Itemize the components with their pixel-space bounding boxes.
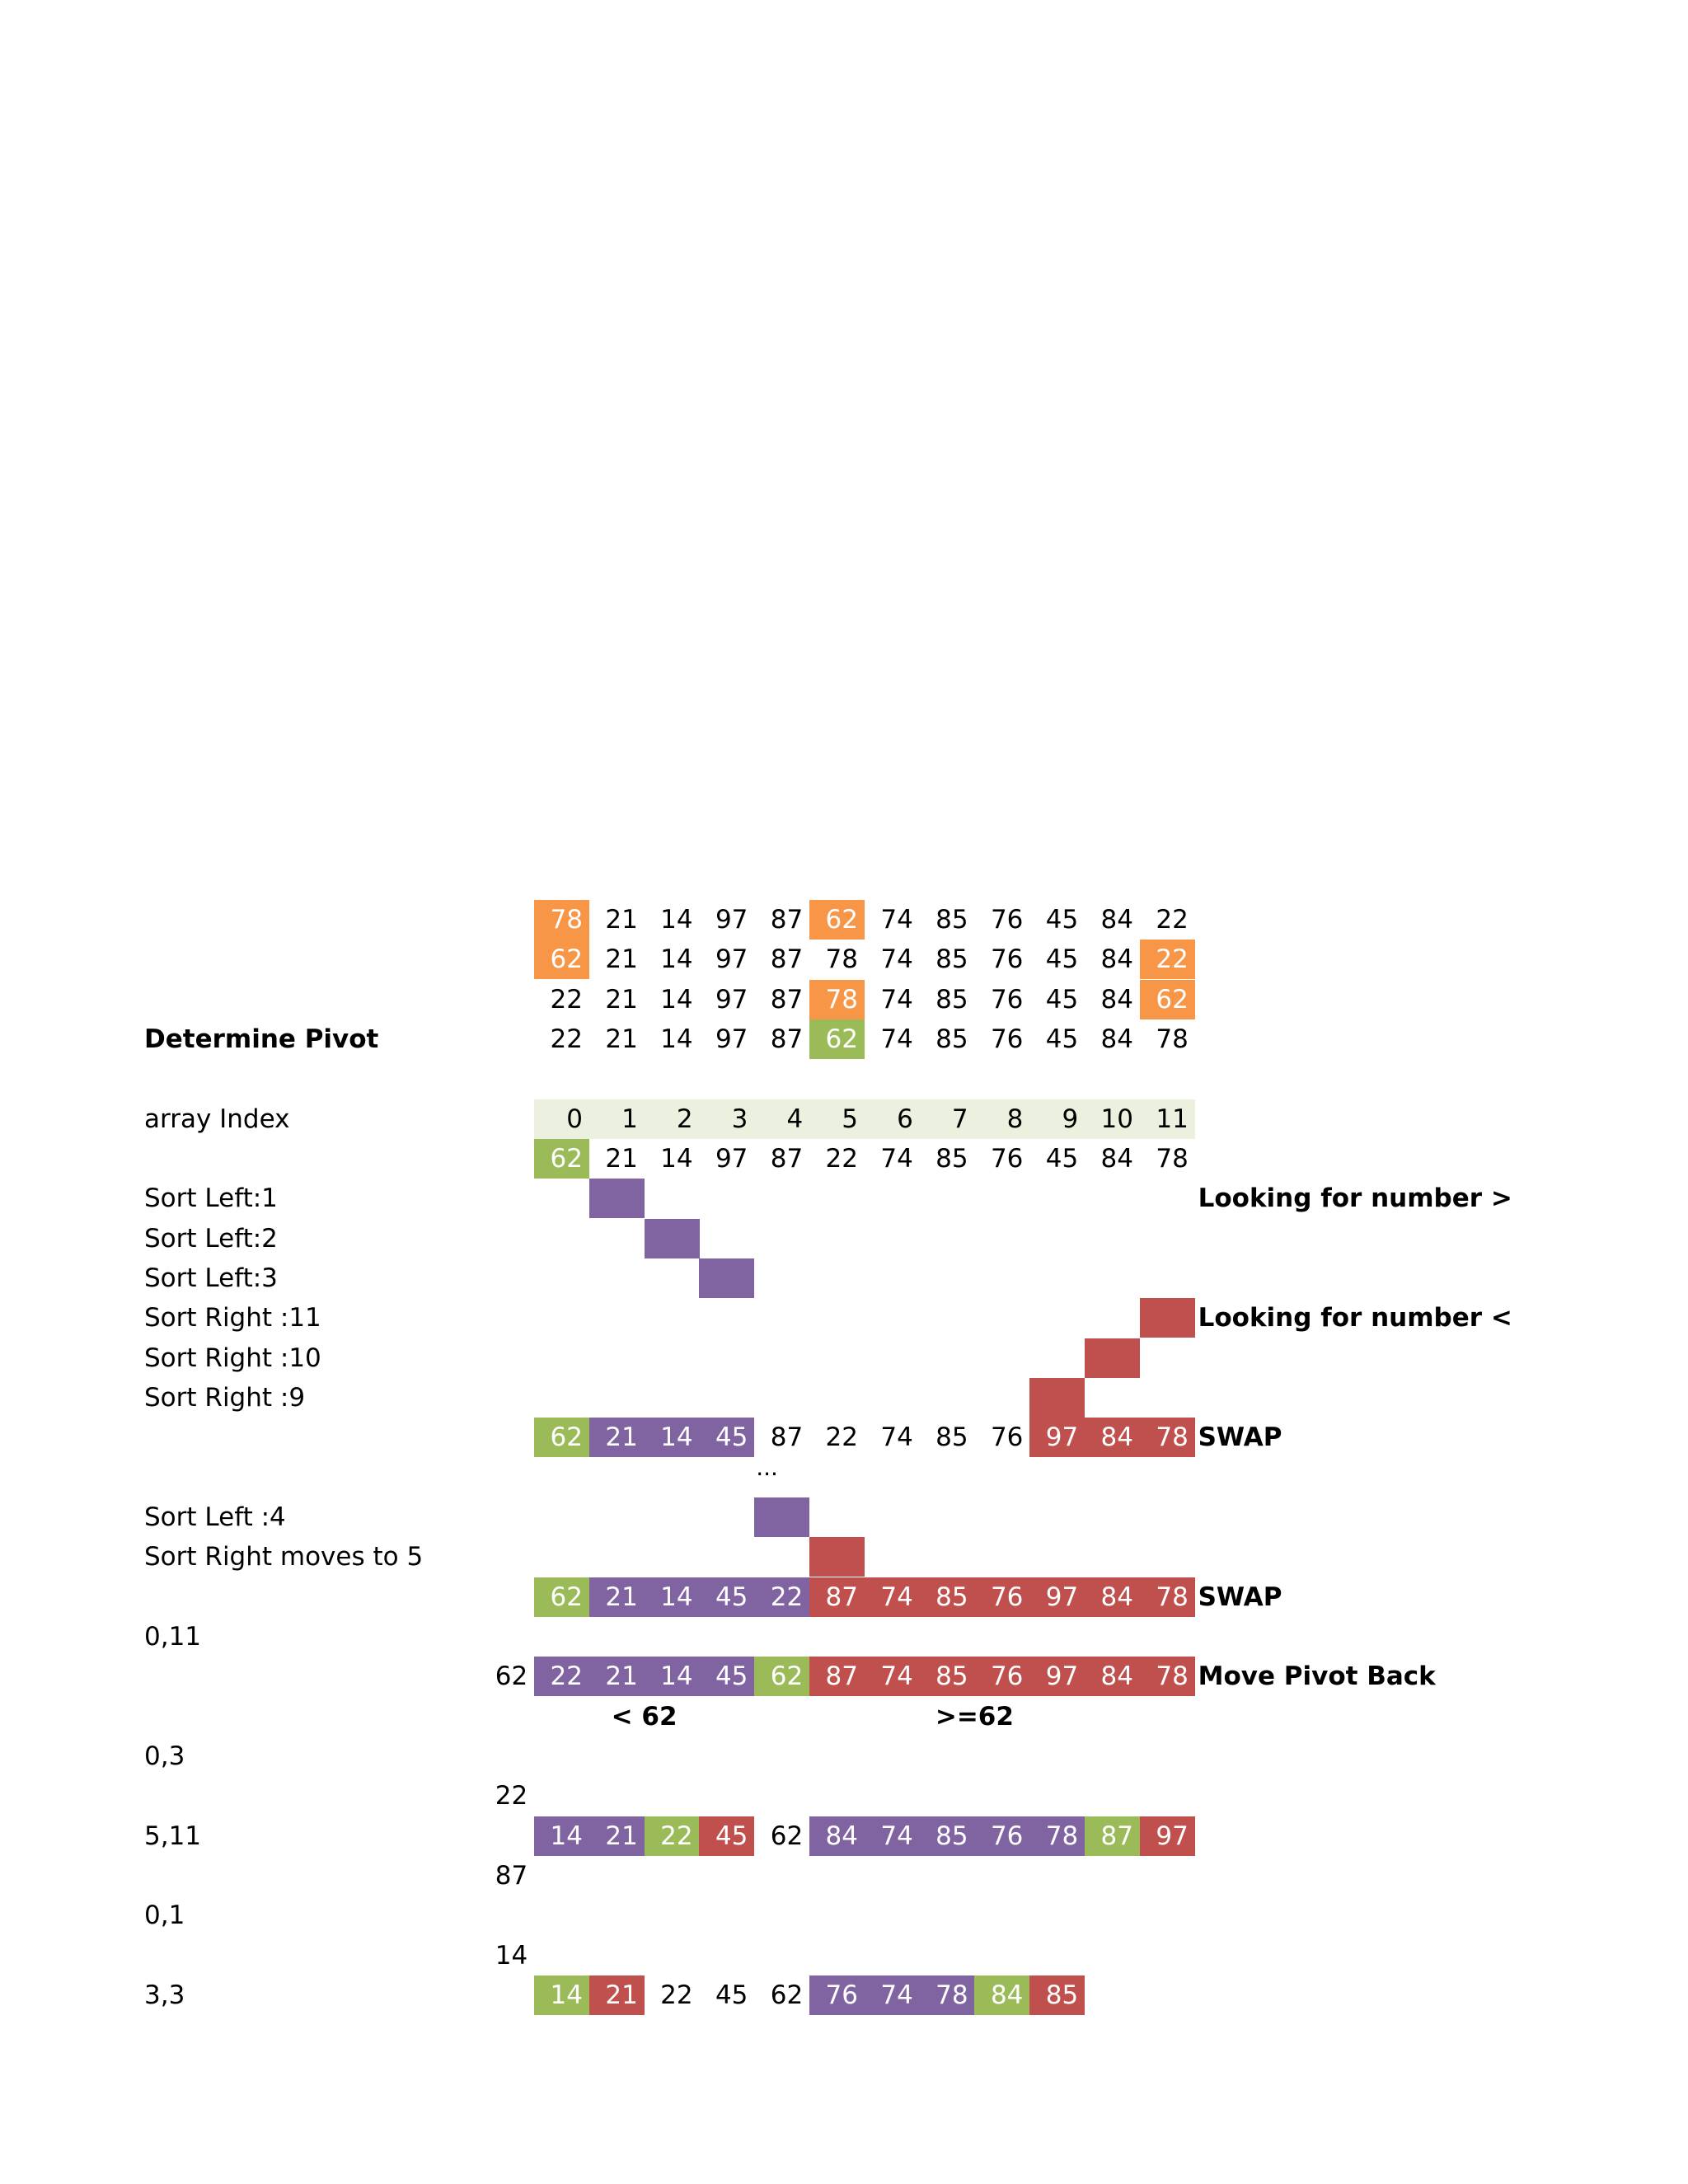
array-cell-red: 21 bbox=[589, 1975, 645, 2015]
array-cell-red bbox=[809, 1537, 865, 1577]
array-cell: 74 bbox=[880, 1422, 913, 1453]
array-cell: 74 bbox=[880, 1024, 913, 1054]
array-cell: 87 bbox=[770, 1143, 804, 1174]
array-cell-red: 97 bbox=[1029, 1577, 1085, 1617]
array-cell: 76 bbox=[990, 905, 1024, 935]
array-cell: 62 bbox=[770, 1980, 804, 2010]
array-cell-orange: 62 bbox=[809, 900, 865, 940]
array-cell: 14 bbox=[660, 1143, 693, 1174]
row-label: 0,3 bbox=[144, 1741, 185, 1771]
array-cell: 84 bbox=[1100, 1143, 1133, 1174]
array-cell-red: 84 bbox=[1085, 1657, 1140, 1696]
array-cell-index_bg: 6 bbox=[865, 1099, 920, 1139]
array-cell: 78 bbox=[1156, 1143, 1189, 1174]
array-cell: 87 bbox=[770, 984, 804, 1015]
array-cell: 84 bbox=[1100, 984, 1133, 1015]
array-cell: 74 bbox=[880, 905, 913, 935]
row-label: 3,3 bbox=[144, 1980, 185, 2010]
ellipsis: ... bbox=[756, 1453, 778, 1481]
array-cell: 45 bbox=[715, 1980, 748, 2010]
array-cell-purple: 21 bbox=[589, 1577, 645, 1617]
array-cell-green: 84 bbox=[974, 1975, 1029, 2015]
array-cell-red bbox=[1140, 1298, 1195, 1338]
array-cell: 85 bbox=[935, 944, 968, 975]
array-cell-purple: 45 bbox=[699, 1577, 754, 1617]
array-cell-orange: 22 bbox=[1140, 940, 1195, 979]
array-cell: 22 bbox=[825, 1143, 858, 1174]
array-cell-purple: 84 bbox=[809, 1816, 865, 1856]
array-cell: 22 bbox=[1156, 905, 1189, 935]
array-cell-purple: 22 bbox=[754, 1577, 809, 1617]
row-note: SWAP bbox=[1198, 1422, 1282, 1453]
array-cell: 76 bbox=[990, 984, 1024, 1015]
array-cell-green: 62 bbox=[534, 1418, 589, 1457]
partition-label: >=62 bbox=[935, 1701, 1014, 1732]
array-cell: 97 bbox=[715, 905, 748, 935]
array-cell-orange: 78 bbox=[534, 900, 589, 940]
array-cell: 76 bbox=[990, 1422, 1024, 1453]
array-cell-green: 62 bbox=[809, 1019, 865, 1059]
array-cell: 84 bbox=[1100, 1024, 1133, 1054]
array-cell: 97 bbox=[715, 944, 748, 975]
row-label: array Index bbox=[144, 1104, 290, 1134]
array-cell: 78 bbox=[1156, 1024, 1189, 1054]
array-cell-purple: 76 bbox=[974, 1816, 1029, 1856]
array-cell: 74 bbox=[880, 944, 913, 975]
array-cell-index_bg: 11 bbox=[1140, 1099, 1195, 1139]
array-cell-index_bg: 5 bbox=[809, 1099, 865, 1139]
array-cell-purple: 85 bbox=[920, 1816, 975, 1856]
array-cell: 85 bbox=[935, 1422, 968, 1453]
array-cell: 14 bbox=[660, 984, 693, 1015]
row-note: Move Pivot Back bbox=[1198, 1661, 1436, 1692]
array-cell-purple bbox=[754, 1497, 809, 1537]
array-cell-purple: 78 bbox=[920, 1975, 975, 2015]
array-cell-green: 87 bbox=[1085, 1816, 1140, 1856]
row-label: Sort Left:1 bbox=[144, 1183, 278, 1214]
array-cell-index_bg: 9 bbox=[1029, 1099, 1085, 1139]
array-cell: 14 bbox=[660, 1024, 693, 1054]
array-cell-red: 97 bbox=[1140, 1816, 1195, 1856]
array-cell: 45 bbox=[1045, 905, 1079, 935]
array-cell: 14 bbox=[495, 1940, 528, 1971]
array-cell-purple: 21 bbox=[589, 1657, 645, 1696]
array-cell-green: 22 bbox=[645, 1816, 700, 1856]
row-label: Sort Left:2 bbox=[144, 1223, 278, 1254]
array-cell: 76 bbox=[990, 1024, 1024, 1054]
array-cell-index_bg: 8 bbox=[974, 1099, 1029, 1139]
array-cell-index_bg: 1 bbox=[589, 1099, 645, 1139]
array-cell: 74 bbox=[880, 1143, 913, 1174]
array-cell: 85 bbox=[935, 905, 968, 935]
array-cell-purple: 14 bbox=[534, 1816, 589, 1856]
array-cell-index_bg: 4 bbox=[754, 1099, 809, 1139]
row-label: 5,11 bbox=[144, 1821, 202, 1851]
array-cell: 22 bbox=[550, 984, 583, 1015]
array-cell-purple: 22 bbox=[534, 1657, 589, 1696]
array-cell-red: 45 bbox=[699, 1816, 754, 1856]
array-cell-purple: 14 bbox=[645, 1577, 700, 1617]
array-cell: 87 bbox=[770, 905, 804, 935]
array-cell-red: 85 bbox=[920, 1657, 975, 1696]
array-cell-purple: 14 bbox=[645, 1418, 700, 1457]
array-cell-purple: 45 bbox=[699, 1657, 754, 1696]
array-cell-index_bg: 10 bbox=[1085, 1099, 1140, 1139]
array-cell: 97 bbox=[715, 1024, 748, 1054]
array-cell: 22 bbox=[660, 1980, 693, 2010]
partition-label: < 62 bbox=[611, 1701, 678, 1732]
array-cell: 76 bbox=[990, 1143, 1024, 1174]
array-cell: 14 bbox=[660, 944, 693, 975]
array-cell: 22 bbox=[825, 1422, 858, 1453]
array-cell-purple: 74 bbox=[865, 1975, 920, 2015]
array-cell: 85 bbox=[935, 984, 968, 1015]
array-cell: 21 bbox=[605, 1024, 638, 1054]
row-label: 0,1 bbox=[144, 1900, 185, 1931]
row-note: Looking for number < bbox=[1198, 1303, 1512, 1333]
array-cell: 87 bbox=[770, 1422, 804, 1453]
row-label: Sort Left :4 bbox=[144, 1502, 286, 1532]
array-cell-index_bg: 0 bbox=[534, 1099, 589, 1139]
array-cell: 22 bbox=[550, 1024, 583, 1054]
row-label: Sort Right :10 bbox=[144, 1343, 321, 1373]
array-cell: 45 bbox=[1045, 944, 1079, 975]
row-label: Sort Left:3 bbox=[144, 1263, 278, 1293]
array-cell-red: 74 bbox=[865, 1577, 920, 1617]
array-cell: 62 bbox=[770, 1821, 804, 1851]
array-cell-green: 62 bbox=[534, 1577, 589, 1617]
array-cell-red: 84 bbox=[1085, 1577, 1140, 1617]
array-cell: 84 bbox=[1100, 905, 1133, 935]
array-cell-red bbox=[1029, 1378, 1085, 1418]
array-cell: 21 bbox=[605, 1143, 638, 1174]
array-cell-red bbox=[1085, 1338, 1140, 1378]
array-cell-purple: 21 bbox=[589, 1816, 645, 1856]
row-note: SWAP bbox=[1198, 1582, 1282, 1612]
array-cell: 22 bbox=[495, 1781, 528, 1811]
array-cell: 87 bbox=[770, 944, 804, 975]
array-cell-red: 74 bbox=[865, 1657, 920, 1696]
row-label: Sort Right moves to 5 bbox=[144, 1542, 424, 1572]
array-cell-red: 97 bbox=[1029, 1657, 1085, 1696]
array-cell: 14 bbox=[660, 905, 693, 935]
array-cell-purple bbox=[699, 1258, 754, 1298]
array-cell: 45 bbox=[1045, 1024, 1079, 1054]
array-cell: 97 bbox=[715, 984, 748, 1015]
array-cell: 97 bbox=[715, 1143, 748, 1174]
array-cell-red: 85 bbox=[1029, 1975, 1085, 2015]
array-cell-purple: 74 bbox=[865, 1816, 920, 1856]
array-cell-red: 84 bbox=[1085, 1418, 1140, 1457]
row-label: 0,11 bbox=[144, 1621, 202, 1652]
array-cell-green: 62 bbox=[534, 1139, 589, 1179]
array-cell: 76 bbox=[990, 944, 1024, 975]
array-cell-red: 78 bbox=[1140, 1657, 1195, 1696]
array-cell-green: 14 bbox=[534, 1975, 589, 2015]
array-cell-index_bg: 3 bbox=[699, 1099, 754, 1139]
array-cell: 45 bbox=[1045, 1143, 1079, 1174]
array-cell: 87 bbox=[495, 1860, 528, 1891]
array-cell-green: 62 bbox=[754, 1657, 809, 1696]
array-cell-purple: 45 bbox=[699, 1418, 754, 1457]
row-label: Determine Pivot bbox=[144, 1024, 379, 1054]
array-cell-orange: 78 bbox=[809, 980, 865, 1019]
array-cell: 85 bbox=[935, 1143, 968, 1174]
array-cell: 45 bbox=[1045, 984, 1079, 1015]
array-cell-purple: 78 bbox=[1029, 1816, 1085, 1856]
array-cell-red: 87 bbox=[809, 1577, 865, 1617]
array-cell-red: 85 bbox=[920, 1577, 975, 1617]
array-cell-orange: 62 bbox=[1140, 980, 1195, 1019]
array-cell-red: 78 bbox=[1140, 1418, 1195, 1457]
array-cell-purple: 21 bbox=[589, 1418, 645, 1457]
row-label: Sort Right :11 bbox=[144, 1303, 321, 1333]
array-cell-red: 76 bbox=[974, 1577, 1029, 1617]
array-cell: 21 bbox=[605, 905, 638, 935]
array-cell-index_bg: 2 bbox=[645, 1099, 700, 1139]
array-cell: 21 bbox=[605, 944, 638, 975]
array-cell: 78 bbox=[825, 944, 858, 975]
array-cell-red: 97 bbox=[1029, 1418, 1085, 1457]
array-cell-red: 78 bbox=[1140, 1577, 1195, 1617]
array-cell: 62 bbox=[495, 1661, 528, 1692]
array-cell-orange: 62 bbox=[534, 940, 589, 979]
array-cell: 84 bbox=[1100, 944, 1133, 975]
array-cell: 21 bbox=[605, 984, 638, 1015]
row-label: Sort Right :9 bbox=[144, 1382, 306, 1413]
array-cell-purple: 76 bbox=[809, 1975, 865, 2015]
row-note: Looking for number > bbox=[1198, 1183, 1512, 1214]
array-cell-index_bg: 7 bbox=[920, 1099, 975, 1139]
array-cell: 87 bbox=[770, 1024, 804, 1054]
array-cell-red: 87 bbox=[809, 1657, 865, 1696]
array-cell: 85 bbox=[935, 1024, 968, 1054]
array-cell: 74 bbox=[880, 984, 913, 1015]
array-cell-purple bbox=[589, 1179, 645, 1218]
array-cell-red: 76 bbox=[974, 1657, 1029, 1696]
array-cell-purple: 14 bbox=[645, 1657, 700, 1696]
array-cell-purple bbox=[645, 1219, 700, 1258]
